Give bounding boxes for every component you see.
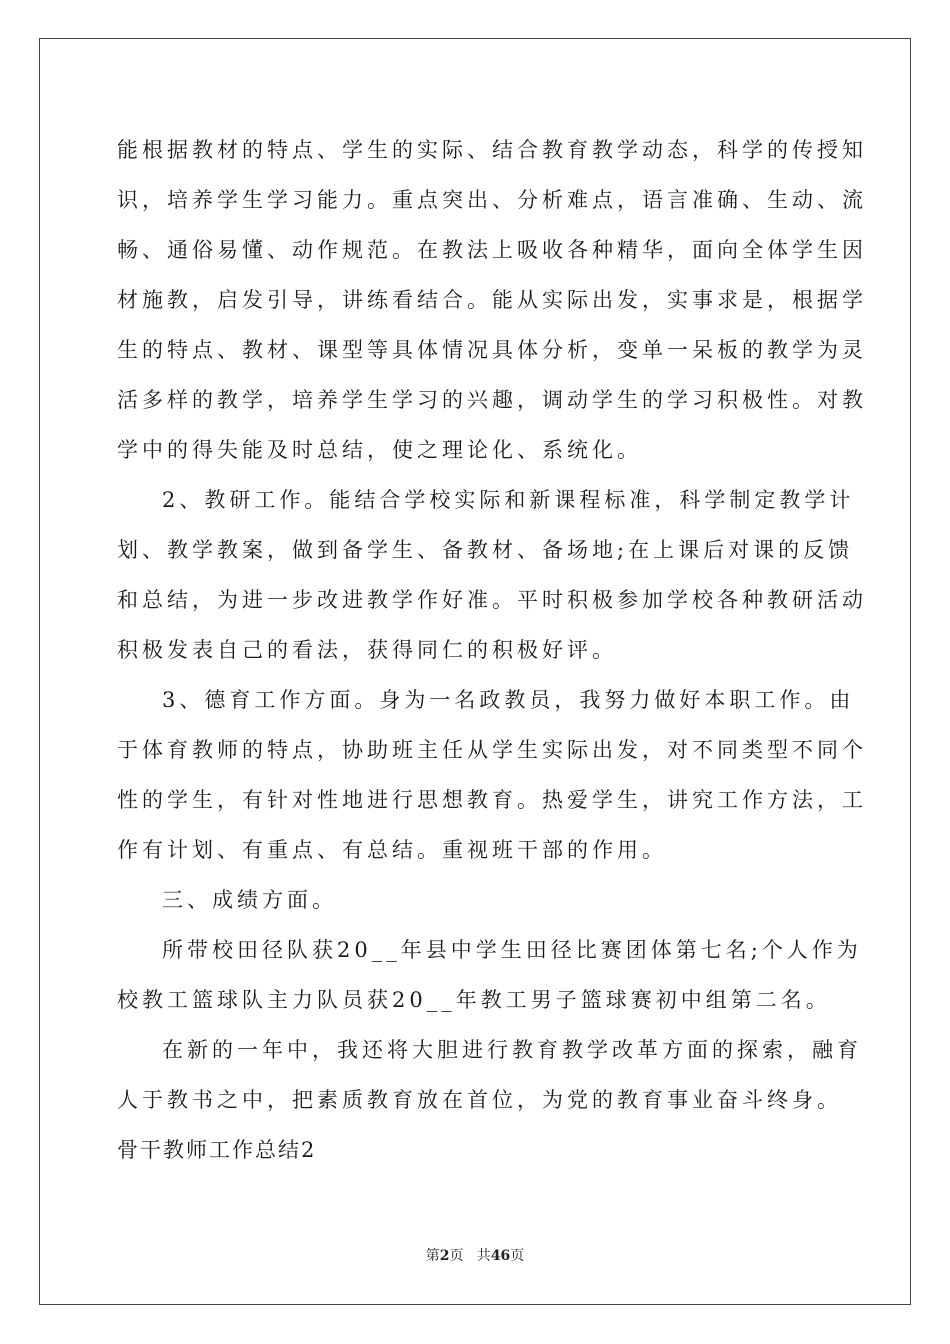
body-line: 在新的一年中，我还将大胆进行教育教学改革方面的探索，融育 <box>162 1038 862 1062</box>
body-line: 所带校田径队获20__年县中学生田径比赛团体第七名;个人作为 <box>162 938 862 962</box>
footer-mid: 页 共 <box>449 1248 491 1264</box>
page-footer <box>0 1245 950 1265</box>
body-line: 校教工篮球队主力队员获20__年教工男子篮球赛初中组第二名。 <box>117 988 831 1012</box>
body-line: 划、教学教案，做到备学生、备教材、备场地;在上课后对课的反馈 <box>117 538 854 562</box>
body-line: 学中的得失能及时总结，使之理论化、系统化。 <box>117 438 642 462</box>
body-line: 三、成绩方面。 <box>162 888 337 912</box>
body-line: 材施教，启发引导，讲练看结合。能从实际出发，实事求是，根据学 <box>117 288 867 312</box>
footer-suffix: 页 <box>510 1248 525 1264</box>
body-line: 识，培养学生学习能力。重点突出、分析难点，语言准确、生动、流 <box>117 188 867 212</box>
body-line: 畅、通俗易懂、动作规范。在教法上吸收各种精华，面向全体学生因 <box>117 238 867 262</box>
body-line: 3、德育工作方面。身为一名政教员，我努力做好本职工作。由 <box>162 688 855 712</box>
body-line: 积极发表自己的看法，获得同仁的积极好评。 <box>117 638 617 662</box>
body-line: 于体育教师的特点，协助班主任从学生实际出发，对不同类型不同个 <box>117 738 867 762</box>
body-line: 活多样的教学，培养学生学习的兴趣，调动学生的学习积极性。对教 <box>117 388 867 412</box>
footer-prefix: 第 <box>425 1248 440 1264</box>
body-line: 人于教书之中，把素质教育放在首位，为党的教育事业奋斗终身。 <box>117 1088 842 1112</box>
total-page-count: 46 <box>490 1248 511 1264</box>
body-line: 2、教研工作。能结合学校实际和新课程标准，科学制定教学计 <box>162 488 855 512</box>
body-line: 能根据教材的特点、学生的实际、结合教育教学动态，科学的传授知 <box>117 138 867 162</box>
current-page-number: 2 <box>439 1248 450 1264</box>
body-line: 和总结，为进一步改进教学作好准。平时积极参加学校各种教研活动 <box>117 588 867 612</box>
body-line: 作有计划、有重点、有总结。重视班干部的作用。 <box>117 838 667 862</box>
section-heading: 骨干教师工作总结2 <box>117 1138 317 1162</box>
body-line: 生的特点、教材、课型等具体情况具体分析，变单一呆板的教学为灵 <box>117 338 867 362</box>
body-line: 性的学生，有针对性地进行思想教育。热爱学生，讲究工作方法，工 <box>117 788 867 812</box>
